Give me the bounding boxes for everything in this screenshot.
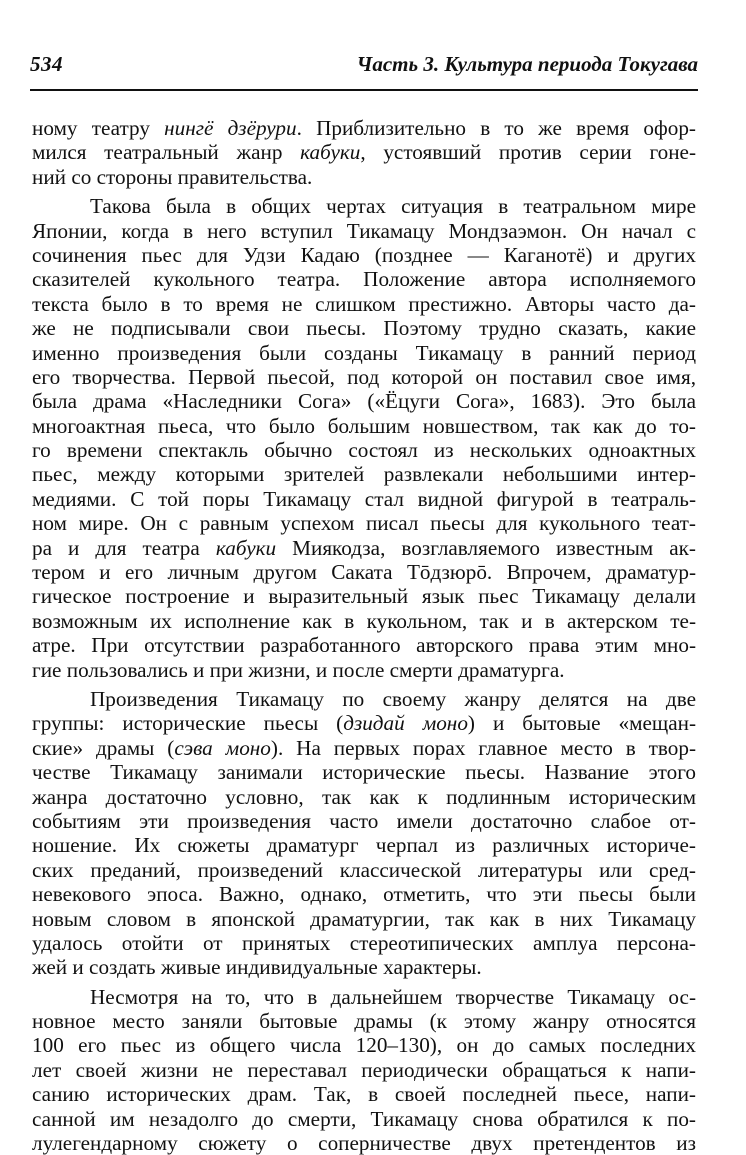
text-line: атре. При отсутствии разработанного авторского права этим мно- xyxy=(32,633,696,658)
page-header xyxy=(30,52,698,86)
text-line: лет своей жизни не переставал периодически обращаться к напи- xyxy=(32,1057,696,1082)
header-rule xyxy=(30,89,698,91)
text-line: медиями. С той поры Тикамацу стал видной фигурой в театраль- xyxy=(32,486,696,511)
text-line: была драма «Наследники Сога» («Ёцуги Сога», 1683). Это была xyxy=(32,389,696,414)
paragraph xyxy=(32,985,696,1155)
text-line: гическое построение и выразительный язык пьес Тикамацу делали xyxy=(32,584,696,609)
text-line: жей и создать живые индивидуальные характеры. xyxy=(32,955,482,980)
text-line: ному театру нингё дзёрури. Приблизительно в то же время офор- xyxy=(32,116,696,140)
text-line: честве Тикамацу занимали исторические пьесы. Название этого xyxy=(32,760,696,785)
text-line: го времени спектакль обычно состоял из нескольких одноактных xyxy=(32,438,696,463)
text-line: сказителей кукольного театра. Положение автора исполняемого xyxy=(32,267,696,292)
text-line: ские» драмы (сэва моно). На первых порах главное место в твор- xyxy=(32,735,696,760)
text-line: удалось отойти от принятых стереотипических амплуа персона- xyxy=(32,930,696,955)
text-line: многоактная пьеса, что было большим новшеством, так как до то- xyxy=(32,413,696,438)
paragraph xyxy=(32,116,696,189)
paragraph xyxy=(32,687,696,980)
text-line: мился театральный жанр кабуки, устоявший против серии гоне- xyxy=(32,140,696,165)
text-line: лулегендарному сюжету о соперничестве двух претендентов из xyxy=(32,1131,696,1155)
text-line: ношение. Их сюжеты драматург черпал из различных историче- xyxy=(32,833,696,858)
text-line: Несмотря на то, что в дальнейшем творчестве Тикамацу ос- xyxy=(90,984,696,1009)
text-line: именно произведения были созданы Тикамацу в ранний период xyxy=(32,340,696,365)
text-line: группы: исторические пьесы (дзидай моно) и бытовые «мещан- xyxy=(32,711,696,736)
text-line: тером и его личным другом Саката Тōдзюрō. Впрочем, драматур- xyxy=(32,560,696,585)
body-text xyxy=(32,116,696,1155)
text-line: Японии, когда в него вступил Тикамацу Мондзаэмон. Он начал с xyxy=(32,218,696,243)
text-line: ра и для театра кабуки Миякодза, возглавляемого известным ак- xyxy=(32,535,696,560)
text-line: новное место заняли бытовые драмы (к этому жанру относятся xyxy=(32,1009,696,1034)
text-line: новым словом в японской драматургии, так как в них Тикамацу xyxy=(32,906,696,931)
text-line: пьес, между которыми зрителей развлекали небольшими интер- xyxy=(32,462,696,487)
text-line: текста было в то время не слишком престижно. Авторы часто да- xyxy=(32,291,696,316)
text-line: жанра достаточно условно, так как к подлинным историческим xyxy=(32,784,696,809)
text-line: его творчества. Первой пьесой, под которой он поставил свое имя, xyxy=(32,364,696,389)
running-title: Часть 3. Культура периода Токугава xyxy=(356,52,698,76)
text-line: санию исторических драм. Так, в своей последней пьесе, напи- xyxy=(32,1082,696,1107)
text-line: ских преданий, произведений классической литературы или сред- xyxy=(32,857,696,882)
text-line: сочинения пьес для Удзи Кадаю (позднее — Каганотё) и других xyxy=(32,242,696,267)
text-line: событиям эти произведения часто имели достаточно слабое от- xyxy=(32,808,696,833)
page-number: 534 xyxy=(30,52,63,76)
text-line: возможным их исполнение как в кукольном, так и в актерском те- xyxy=(32,608,696,633)
text-line: же не подписывали свои пьесы. Поэтому трудно сказать, какие xyxy=(32,316,696,341)
text-line: Произведения Тикамацу по своему жанру делятся на две xyxy=(90,686,696,711)
text-line: Такова была в общих чертах ситуация в театральном мире xyxy=(90,194,696,219)
text-line: ном мире. Он с равным успехом писал пьесы для кукольного теат- xyxy=(32,511,696,536)
paragraph xyxy=(32,194,696,682)
text-line: санной им незадолго до смерти, Тикамацу снова обратился к по- xyxy=(32,1106,696,1131)
text-line: 100 его пьес из общего числа 120–130), он до самых последних xyxy=(32,1033,696,1058)
text-line: невекового эпоса. Важно, однако, отметить, что эти пьесы были xyxy=(32,882,696,907)
text-line: гие пользовались и при жизни, и после смерти драматурга. xyxy=(32,657,565,682)
text-line: ний со стороны правительства. xyxy=(32,164,313,189)
